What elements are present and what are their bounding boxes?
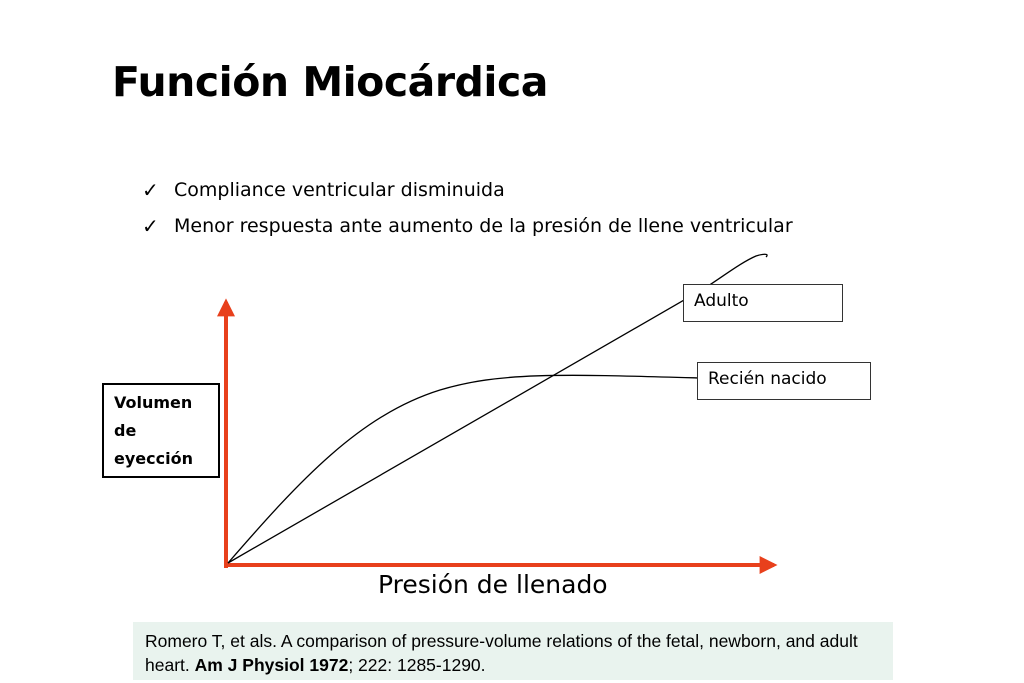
citation-journal: Am J Physiol 1972 (194, 655, 349, 675)
legend-label-adulto: Adulto (683, 284, 843, 322)
y-axis-label-line: de (114, 421, 137, 440)
checkmark-icon: ✓ (142, 214, 159, 238)
x-axis-label: Presión de llenado (378, 570, 608, 599)
y-axis-label (102, 383, 220, 478)
newborn-curve (228, 375, 700, 563)
citation-volume-pages: ; 222: 1285-1290. (348, 655, 486, 675)
legend-label-recien-nacido: Recién nacido (697, 362, 871, 400)
slide-title: Función Miocárdica (112, 58, 548, 106)
y-axis-label-line: Volumen (114, 393, 193, 412)
citation-text: Romero T, et als. A comparison of pressure-volume relations of the fetal, newborn, and adult heart. (145, 631, 858, 675)
citation-box (133, 622, 893, 680)
y-axis-label-line: eyección (114, 449, 193, 468)
bullet-text: Menor respuesta ante aumento de la presión de llene ventricular (174, 215, 793, 237)
bullet-text: Compliance ventricular disminuida (174, 179, 505, 201)
checkmark-icon: ✓ (142, 178, 159, 202)
